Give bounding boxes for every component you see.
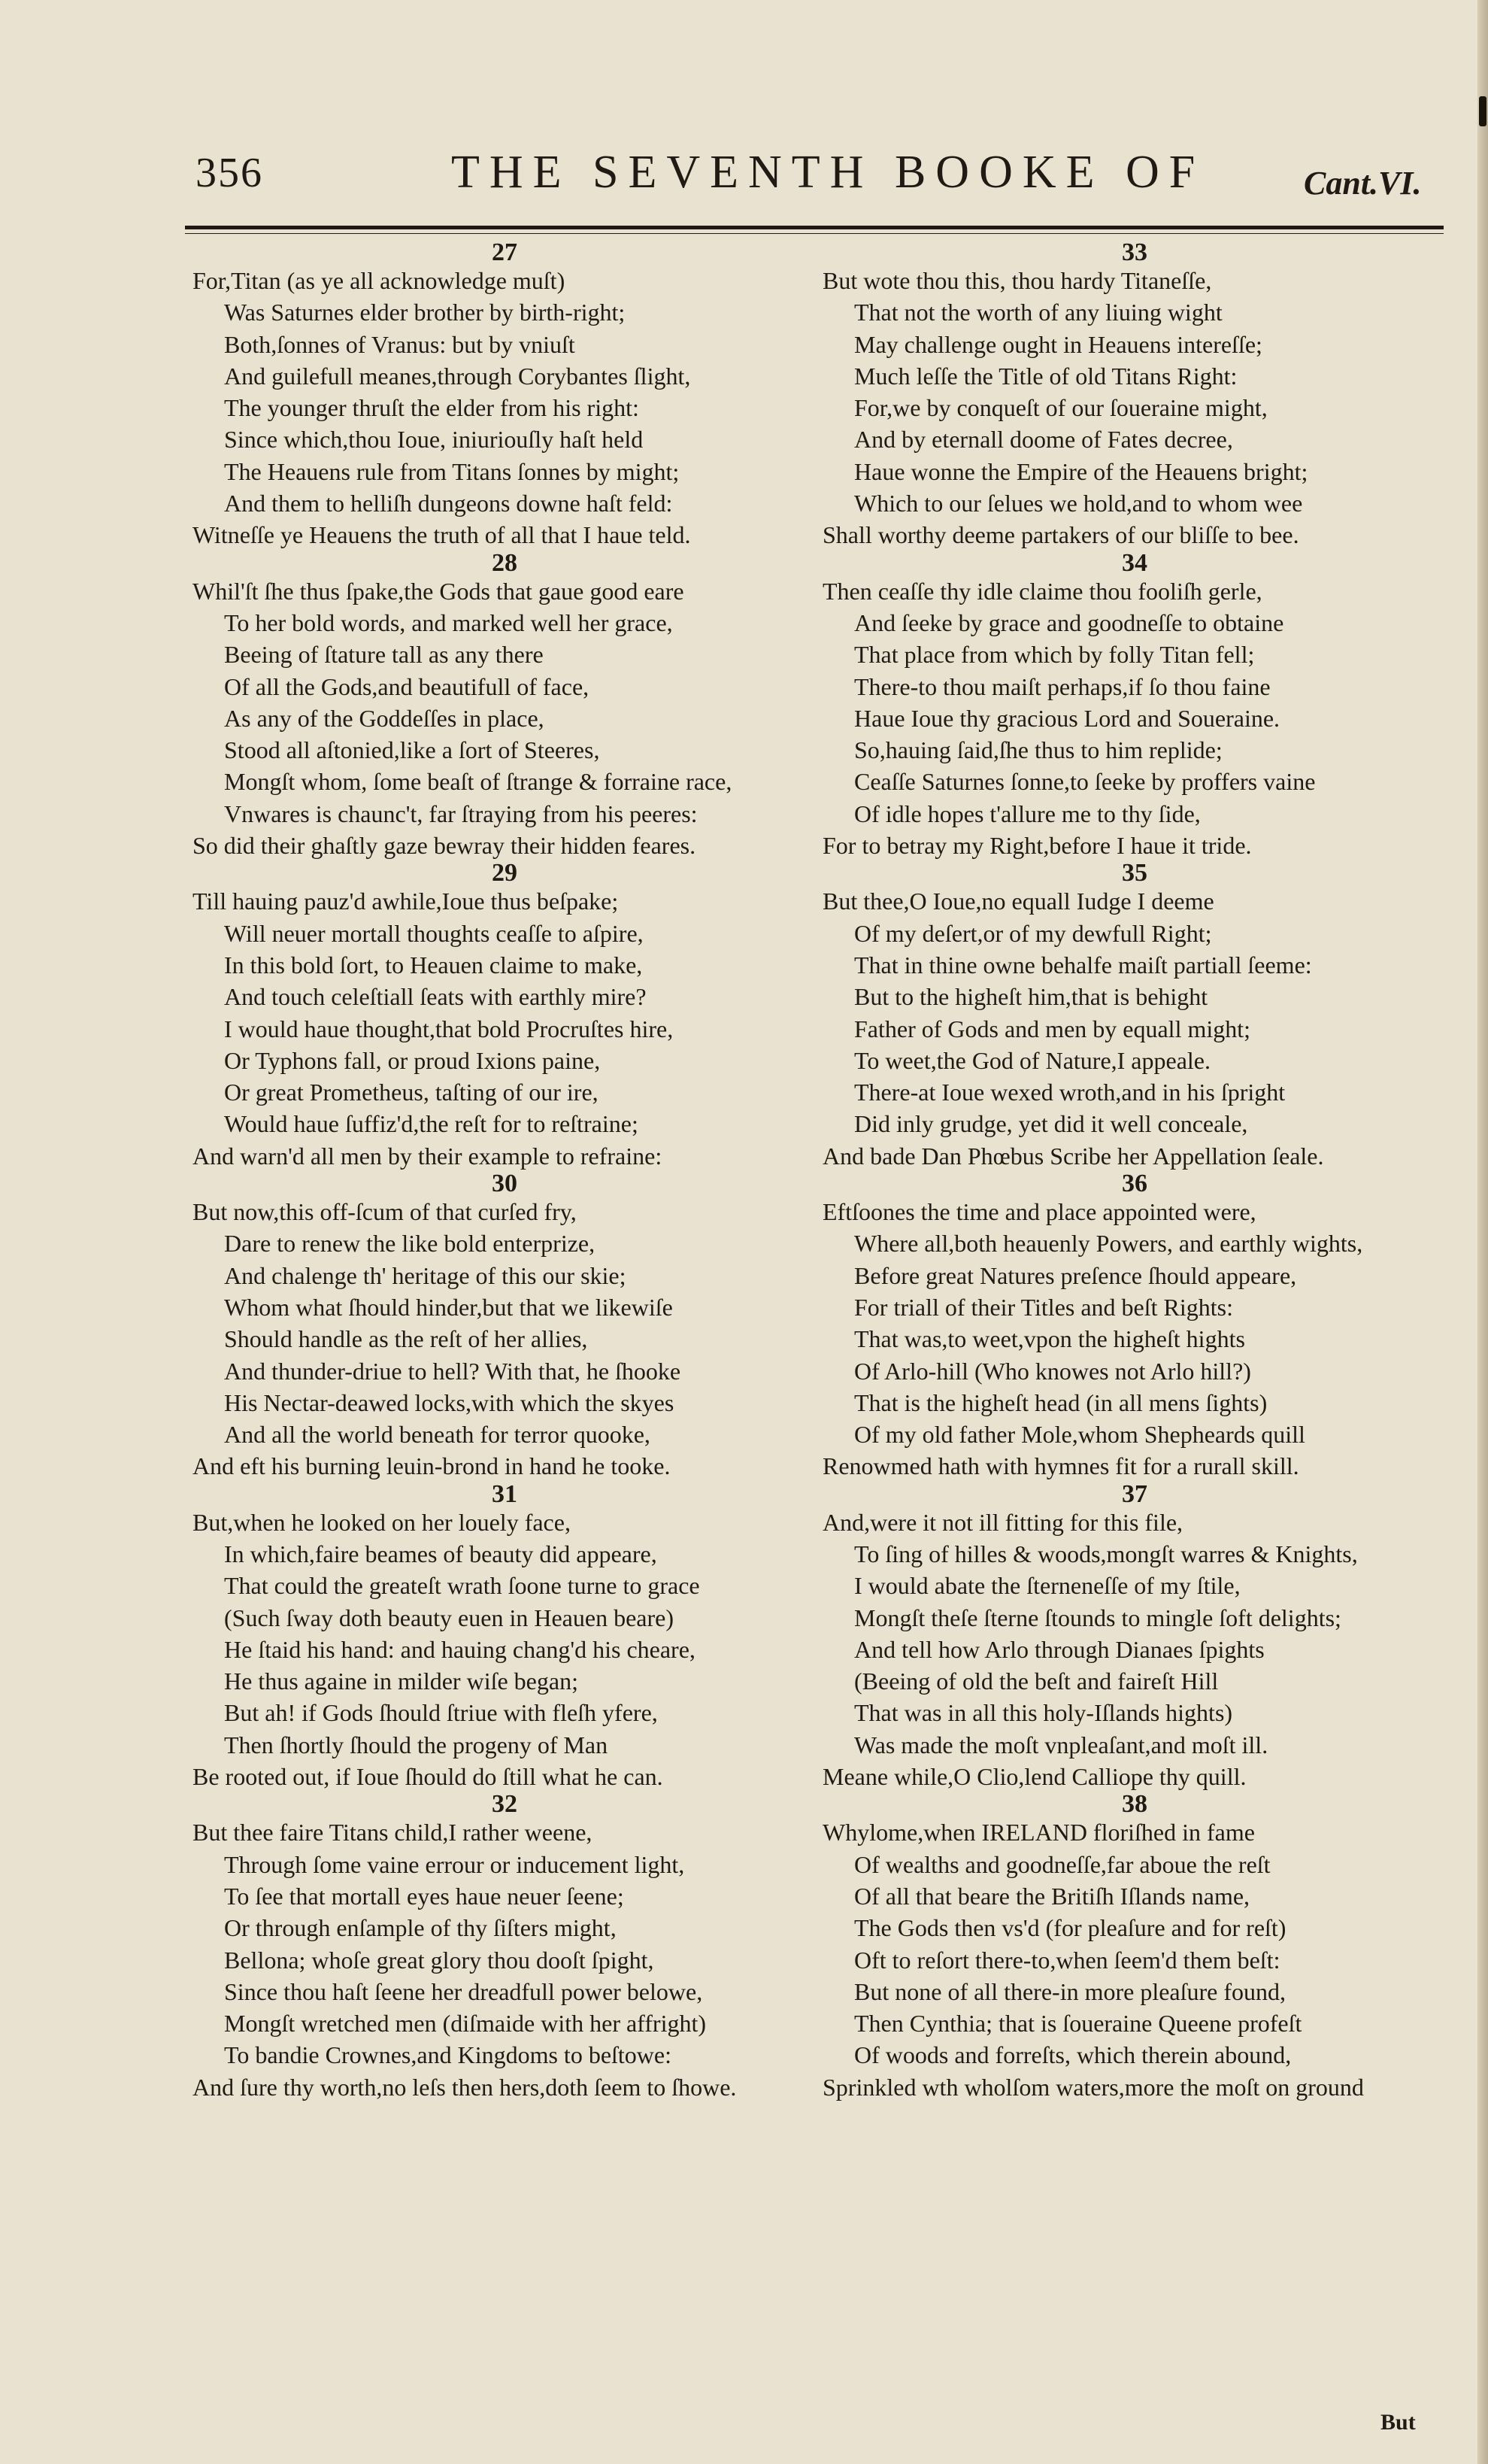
stanza-number: 27	[492, 238, 517, 266]
verse-line: He ſtaid his hand: and hauing chang'd his cheare,	[224, 1635, 696, 1663]
canto-label: Cant.VI.	[1304, 165, 1422, 202]
page-edge	[1477, 0, 1488, 2464]
stanza	[823, 1792, 1447, 2103]
stanza	[192, 861, 817, 1172]
stanza-number: 35	[1122, 859, 1147, 888]
verse-line: So,hauing ſaid,ſhe thus to him replide;	[854, 736, 1223, 764]
verse-line: Was Saturnes elder brother by birth-right;	[224, 299, 626, 326]
verse-line: Through ſome vaine errour or inducement light,	[224, 1850, 685, 1878]
verse-line: Of wealths and goodneſſe,far aboue the reſt	[854, 1850, 1271, 1878]
header-rule	[185, 226, 1444, 229]
verse-line: For triall of their Titles and beſt Rights:	[854, 1293, 1233, 1321]
verse-line: That not the worth of any liuing wight	[854, 299, 1223, 326]
verse-line: And them to helliſh dungeons downe haſt feld:	[224, 490, 673, 517]
stanza	[823, 548, 1447, 862]
verse-line: To weet,the God of Nature,I appeale.	[854, 1046, 1211, 1074]
verse-line: Before great Natures preſence ſhould appeare,	[854, 1261, 1297, 1289]
verse-line: The Gods then vs'd (for pleaſure and for reſt)	[854, 1914, 1286, 1942]
verse-line: Of woods and forreſts, which therein abound,	[854, 2041, 1292, 2069]
stanza	[823, 1172, 1447, 1482]
stanza-number: 30	[492, 1170, 517, 1198]
stanza	[192, 1792, 817, 2103]
verse-line: But none of all there-in more pleaſure found,	[854, 1977, 1286, 2005]
verse-line: That was,to weet,vpon the higheſt hights	[854, 1325, 1245, 1353]
verse-line: I would abate the ſterneneſſe of my ſtile,	[854, 1572, 1241, 1600]
stanza	[823, 238, 1447, 551]
stanza	[192, 1172, 817, 1482]
verse-line: But,when he looked on her louely face,	[192, 1508, 571, 1536]
verse-line: Eftſoones the time and place appointed were,	[823, 1198, 1256, 1226]
running-title: THE SEVENTH BOOKE OF	[451, 147, 1205, 198]
verse-line: Where all,both heauenly Powers, and earthly wights,	[854, 1230, 1363, 1258]
verse-line: Mongſt theſe ſterne ſtounds to mingle ſoft delights;	[854, 1604, 1341, 1631]
verse-line: Or great Prometheus, taſting of our ire,	[224, 1079, 599, 1106]
verse-line: And bade Dan Phœbus Scribe her Appellation ſeale.	[823, 1142, 1324, 1170]
verse-line: But ah! if Gods ſhould ſtriue with fleſh yfere,	[224, 1699, 658, 1727]
verse-line: But thee,O Ioue,no equall Iudge I deeme	[823, 888, 1214, 915]
verse-line: (Beeing of old the beſt and faireſt Hill	[854, 1667, 1219, 1695]
verse-line: For,Titan (as ye all acknowledge muſt)	[192, 267, 565, 294]
verse-line: Stood all aſtonied,like a ſort of Steeres,	[224, 736, 600, 764]
verse-line: So did their ghaſtly gaze bewray their hidden feares.	[192, 832, 696, 860]
verse-line: Which to our ſelues we hold,and to whom wee	[854, 490, 1303, 517]
verse-line: But now,this off-ſcum of that curſed fry,	[192, 1198, 577, 1226]
verse-line: Would haue ſuffiz'd,the reſt for to reſtraine;	[224, 1110, 638, 1138]
verse-line: The younger thruſt the elder from his right:	[224, 394, 639, 422]
verse-line: And chalenge th' heritage of this our skie;	[224, 1261, 626, 1289]
verse-line: (Such ſway doth beauty euen in Heauen beare)	[224, 1604, 674, 1631]
verse-line: And,were it not ill fitting for this file,	[823, 1508, 1183, 1536]
stanza	[823, 861, 1447, 1172]
verse-line: That is the higheſt head (in all mens ſights)	[854, 1388, 1268, 1416]
verse-line: Will neuer mortall thoughts ceaſſe to aſpire,	[224, 919, 644, 947]
verse-line: Till hauing pauz'd awhile,Ioue thus beſpake;	[192, 888, 619, 915]
verse-line: Then ſhortly ſhould the progeny of Man	[224, 1731, 608, 1758]
verse-line: Both,ſonnes of Vranus: but by vniuſt	[224, 330, 575, 358]
header-rule-thin	[185, 233, 1444, 234]
stanza	[192, 1479, 817, 1793]
verse-line: Witneſſe ye Heauens the truth of all that I haue teld.	[192, 521, 691, 549]
verse-line: There-at Ioue wexed wroth,and in his ſpright	[854, 1079, 1286, 1106]
verse-line: To bandie Crownes,and Kingdoms to beſtowe:	[224, 2041, 671, 2069]
verse-line: And eft his burning leuin-brond in hand he tooke.	[192, 1452, 671, 1480]
verse-line: Since thou haſt ſeene her dreadfull power belowe,	[224, 1977, 703, 2005]
stanza-number: 34	[1122, 548, 1147, 577]
verse-line: Whil'ſt ſhe thus ſpake,the Gods that gaue good eare	[192, 577, 684, 605]
verse-line: And guilefull meanes,through Corybantes ſlight,	[224, 362, 691, 390]
verse-line: Renowmed hath with hymnes fit for a rurall skill.	[823, 1452, 1299, 1480]
verse-line: Was made the moſt vnpleaſant,and moſt ill.	[854, 1731, 1268, 1758]
verse-line: May challenge ought in Heauens intereſſe;	[854, 330, 1262, 358]
verse-line: And ſeeke by grace and goodneſſe to obtaine	[854, 608, 1284, 636]
verse-line: Haue wonne the Empire of the Heauens bright;	[854, 457, 1308, 485]
verse-line: And ſure thy worth,no leſs then hers,doth ſeem to ſhowe.	[192, 2073, 737, 2101]
stanza	[823, 1479, 1447, 1793]
stanza-number: 33	[1122, 238, 1147, 266]
verse-line: There-to thou maiſt perhaps,if ſo thou faine	[854, 672, 1271, 700]
verse-line: In this bold ſort, to Heauen claime to make,	[224, 951, 643, 979]
verse-line: Of Arlo-hill (Who knowes not Arlo hill?)	[854, 1357, 1251, 1385]
verse-line: And tell how Arlo through Dianaes ſpights	[854, 1635, 1265, 1663]
verse-line: And warn'd all men by their example to refraine:	[192, 1142, 662, 1170]
verse-line: Haue Ioue thy gracious Lord and Soueraine.	[854, 704, 1280, 732]
page-number: 356	[195, 150, 263, 196]
verse-line: Of my deſert,or of my dewfull Right;	[854, 919, 1212, 947]
stanza-number: 36	[1122, 1170, 1147, 1198]
verse-line: And by eternall doome of Fates decree,	[854, 426, 1233, 454]
verse-line: Of my old father Mole,whom Shepheards quill	[854, 1421, 1305, 1449]
verse-line: Be rooted out, if Ioue ſhould do ſtill what he can.	[192, 1763, 663, 1791]
verse-line: Or through enſample of thy ſiſters might,	[224, 1914, 617, 1942]
verse-line: He thus againe in milder wiſe began;	[224, 1667, 578, 1695]
verse-line: That place from which by folly Titan fell;	[854, 641, 1255, 669]
verse-line: Of all that beare the Britiſh Iſlands name,	[854, 1882, 1250, 1910]
verse-line: Since which,thou Ioue, iniuriouſly haſt held	[224, 426, 644, 454]
verse-line: Of idle hopes t'allure me to thy ſide,	[854, 800, 1201, 827]
right-column	[823, 238, 1447, 2103]
stanza-number: 28	[492, 548, 517, 577]
verse-line: As any of the Goddeſſes in place,	[224, 704, 544, 732]
verse-line: Oft to reſort there-to,when ſeem'd them beſt:	[854, 1946, 1280, 1974]
verse-line: Or Typhons fall, or proud Ixions paine,	[224, 1046, 601, 1074]
page-header	[0, 0, 1488, 233]
catchword: But	[1380, 2410, 1416, 2435]
verse-line: To her bold words, and marked well her grace,	[224, 608, 673, 636]
verse-line: Should handle as the reſt of her allies,	[224, 1325, 588, 1353]
verse-line: To ſing of hilles & woods,mongſt warres & Knights,	[854, 1540, 1358, 1567]
stanza-number: 29	[492, 859, 517, 888]
stanza	[192, 238, 817, 551]
stanza-number: 31	[492, 1479, 517, 1508]
verse-line: And all the world beneath for terror quooke,	[224, 1421, 650, 1449]
verse-line: That could the greateſt wrath ſoone turne to grace	[224, 1572, 700, 1600]
verse-line: But thee faire Titans child,I rather weene,	[192, 1819, 592, 1846]
verse-line: His Nectar-deawed locks,with which the skyes	[224, 1388, 674, 1416]
verse-line: Then Cynthia; that is ſoueraine Queene profeſt	[854, 2010, 1302, 2038]
verse-line: For to betray my Right,before I haue it tride.	[823, 832, 1252, 860]
verse-line: And thunder-driue to hell? With that, he ſhooke	[224, 1357, 681, 1385]
verse-line: Bellona; whoſe great glory thou dooſt ſpight,	[224, 1946, 654, 1974]
stanza-number: 38	[1122, 1790, 1147, 1819]
verse-line: Vnwares is chaunc't, far ſtraying from his peeres:	[224, 800, 698, 827]
left-column	[192, 238, 817, 2103]
stanza-number: 32	[492, 1790, 517, 1819]
verse-line: That was in all this holy-Iſlands hights)	[854, 1699, 1233, 1727]
verse-line: That in thine owne behalfe maiſt partiall ſeeme:	[854, 951, 1312, 979]
verse-line: Ceaſſe Saturnes ſonne,to ſeeke by proffers vaine	[854, 768, 1316, 796]
verse-line: But to the higheſt him,that is behight	[854, 983, 1208, 1011]
verse-line: But wote thou this, thou hardy Titaneſſe,	[823, 267, 1212, 294]
verse-line: Dare to renew the like bold enterprize,	[224, 1230, 596, 1258]
stanza	[192, 548, 817, 862]
verse-line: Much leſſe the Title of old Titans Right:	[854, 362, 1238, 390]
verse-line: Meane while,O Clio,lend Calliope thy quill.	[823, 1763, 1247, 1791]
verse-line: Mongſt whom, ſome beaſt of ſtrange & forraine race,	[224, 768, 732, 796]
verse-line: I would haue thought,that bold Procruſtes hire,	[224, 1015, 674, 1042]
verse-line: Sprinkled wth wholſom waters,more the moſt on ground	[823, 2073, 1364, 2101]
verse-line: Mongſt wretched men (diſmaide with her affright)	[224, 2010, 706, 2038]
verse-line: In which,faire beames of beauty did appeare,	[224, 1540, 657, 1567]
verse-line: Whylome,when IRELAND floriſhed in fame	[823, 1819, 1255, 1846]
stanza-number: 37	[1122, 1479, 1147, 1508]
verse-line: And touch celeſtiall ſeats with earthly mire?	[224, 983, 647, 1011]
verse-line: For,we by conqueſt of our ſoueraine might,	[854, 394, 1268, 422]
verse-line: Did inly grudge, yet did it well conceale,	[854, 1110, 1248, 1138]
verse-line: Whom what ſhould hinder,but that we likewiſe	[224, 1293, 673, 1321]
verse-line: Then ceaſſe thy idle claime thou fooliſh gerle,	[823, 577, 1262, 605]
verse-line: Shall worthy deeme partakers of our bliſſe to bee.	[823, 521, 1299, 549]
verse-line: Beeing of ſtature tall as any there	[224, 641, 544, 669]
verse-line: The Heauens rule from Titans ſonnes by might;	[224, 457, 680, 485]
verse-line: To ſee that mortall eyes haue neuer ſeene;	[224, 1882, 624, 1910]
verse-line: Father of Gods and men by equall might;	[854, 1015, 1251, 1042]
verse-line: Of all the Gods,and beautifull of face,	[224, 672, 589, 700]
